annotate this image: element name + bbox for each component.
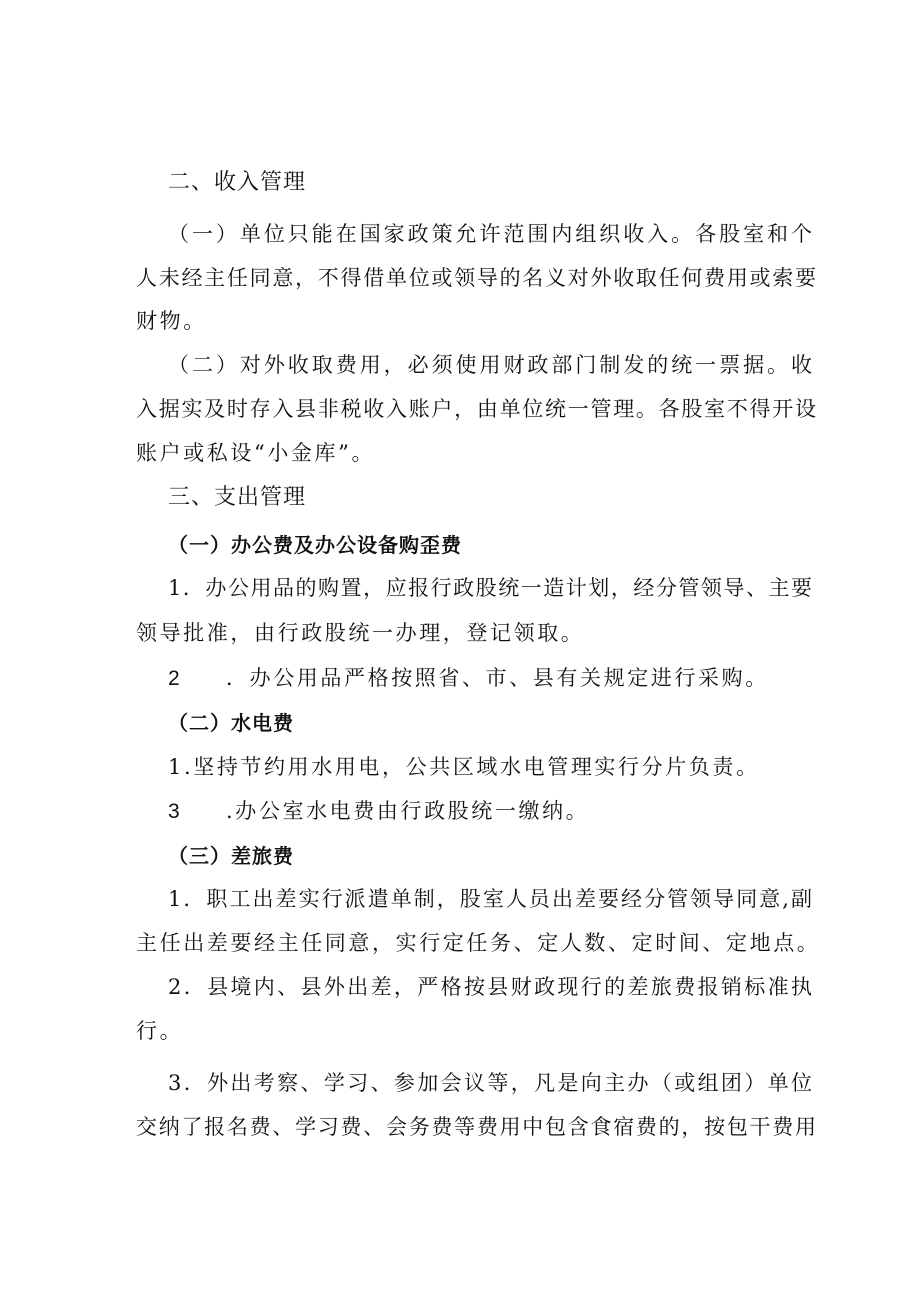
subheading-travel: （三）差旅费 (168, 844, 294, 868)
paragraph-line: （一）单位只能在国家政策允许范围内组织收入。各股室和个 (168, 222, 812, 246)
list-item-text: .办公室水电费由行政股统一缴纳。 (226, 799, 590, 823)
paragraph-line: 财物。 (136, 309, 207, 333)
list-item (168, 663, 769, 694)
list-item-number: 2 (168, 667, 180, 690)
paragraph-line: 3．外出考察、学习、参加会议等，凡是向主办（或组团）单位 (168, 1071, 812, 1095)
paragraph-line: 人未经主任同意，不得借单位或领导的名义对外收取任何费用或索要 (136, 266, 816, 290)
paragraph-line: 主任出差要经主任同意，实行定任务、定人数、定时间、定地点。 (136, 931, 821, 955)
subheading-office-cost: （一）办公费及办公设备购歪费 (168, 533, 462, 557)
section-heading-expense: 三、支出管理 (168, 485, 307, 510)
paragraph-line: 1．办公用品的购置，应报行政股统一造计划，经分管领导、主要 (168, 576, 812, 600)
paragraph-line: 交纳了报名费、学习费、会务费等费用中包含食宿费的，按包干费用 (136, 1115, 816, 1139)
list-item-text: ．办公用品严格按照省、市、县有关规定进行采购。 (226, 666, 769, 690)
paragraph-line: 入据实及时存入县非税收入账户，由单位统一管理。各股室不得开设 (136, 397, 816, 421)
paragraph-line: 账户或私设“小金库”。 (136, 441, 376, 465)
paragraph-line: 1.坚持节约用水用电，公共区域水电管理实行分片负责。 (168, 755, 760, 779)
subheading-utilities: （二）水电费 (168, 711, 294, 735)
list-item-number: 3 (168, 800, 180, 823)
paragraph-line: （二）对外收取费用，必须使用财政部门制发的统一票据。收 (168, 353, 812, 377)
paragraph-line: 行。 (136, 1019, 184, 1043)
paragraph-line: 2．县境内、县外出差，严格按县财政现行的差旅费报销标准执 (168, 975, 812, 999)
section-heading-income: 二、收入管理 (168, 170, 307, 195)
paragraph-line: 1．职工出差实行派遣单制，股室人员出差要经分管领导同意,副 (168, 887, 812, 911)
paragraph-line: 领导批准，由行政股统一办理，登记领取。 (136, 621, 585, 645)
list-item (168, 796, 589, 827)
